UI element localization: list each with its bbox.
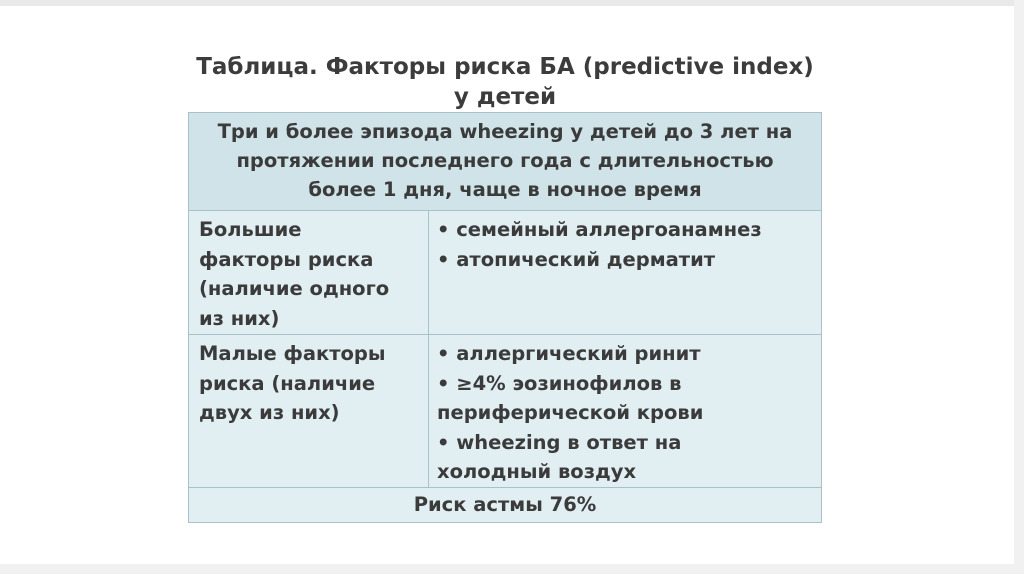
major-factors-list-cell [429, 211, 822, 335]
list-item: • атопический дерматит [437, 247, 716, 271]
table-row [189, 335, 822, 488]
risk-factors-table [188, 112, 822, 523]
list-item: • wheezing в ответ на [437, 430, 682, 454]
table-row [189, 211, 822, 335]
label-line: риска (наличие [199, 371, 376, 395]
table-title-line-2: у детей [453, 84, 557, 110]
header-cell [189, 113, 822, 211]
minor-factors-label-cell [189, 335, 429, 488]
major-factors-label-cell [189, 211, 429, 335]
label-line: из них) [199, 306, 280, 330]
label-line: (наличие одного [199, 277, 390, 300]
minor-factors-list-cell [429, 335, 822, 488]
list-item: • семейный аллергоанамнез [437, 218, 762, 241]
label-line: Большие [199, 218, 302, 241]
label-line: факторы риска [199, 247, 374, 271]
slide-right-edge [1014, 0, 1024, 574]
label-line: двух из них) [199, 401, 340, 424]
list-item: • ≥4% эозинофилов в [437, 371, 682, 395]
slide-bottom-edge [0, 564, 1024, 574]
list-item: периферической крови [437, 401, 704, 424]
table-title-line-1: Таблица. Факторы риска БА (predictive index) [196, 54, 814, 80]
table-row [189, 487, 822, 522]
list-item: холодный воздух [437, 460, 637, 483]
header-line: протяжении последнего года с длительностью [236, 149, 774, 172]
header-line: более 1 дня, чаще в ночное время [308, 178, 702, 201]
table-row [189, 113, 822, 211]
table-title [170, 52, 840, 112]
slide-top-edge [0, 0, 1024, 6]
asthma-risk-cell: Риск астмы 76% [189, 487, 822, 522]
header-line: Три и более эпизода wheezing у детей до 3 лет на [217, 120, 793, 143]
list-item: • аллергический ринит [437, 342, 701, 365]
label-line: Малые факторы [199, 342, 386, 365]
